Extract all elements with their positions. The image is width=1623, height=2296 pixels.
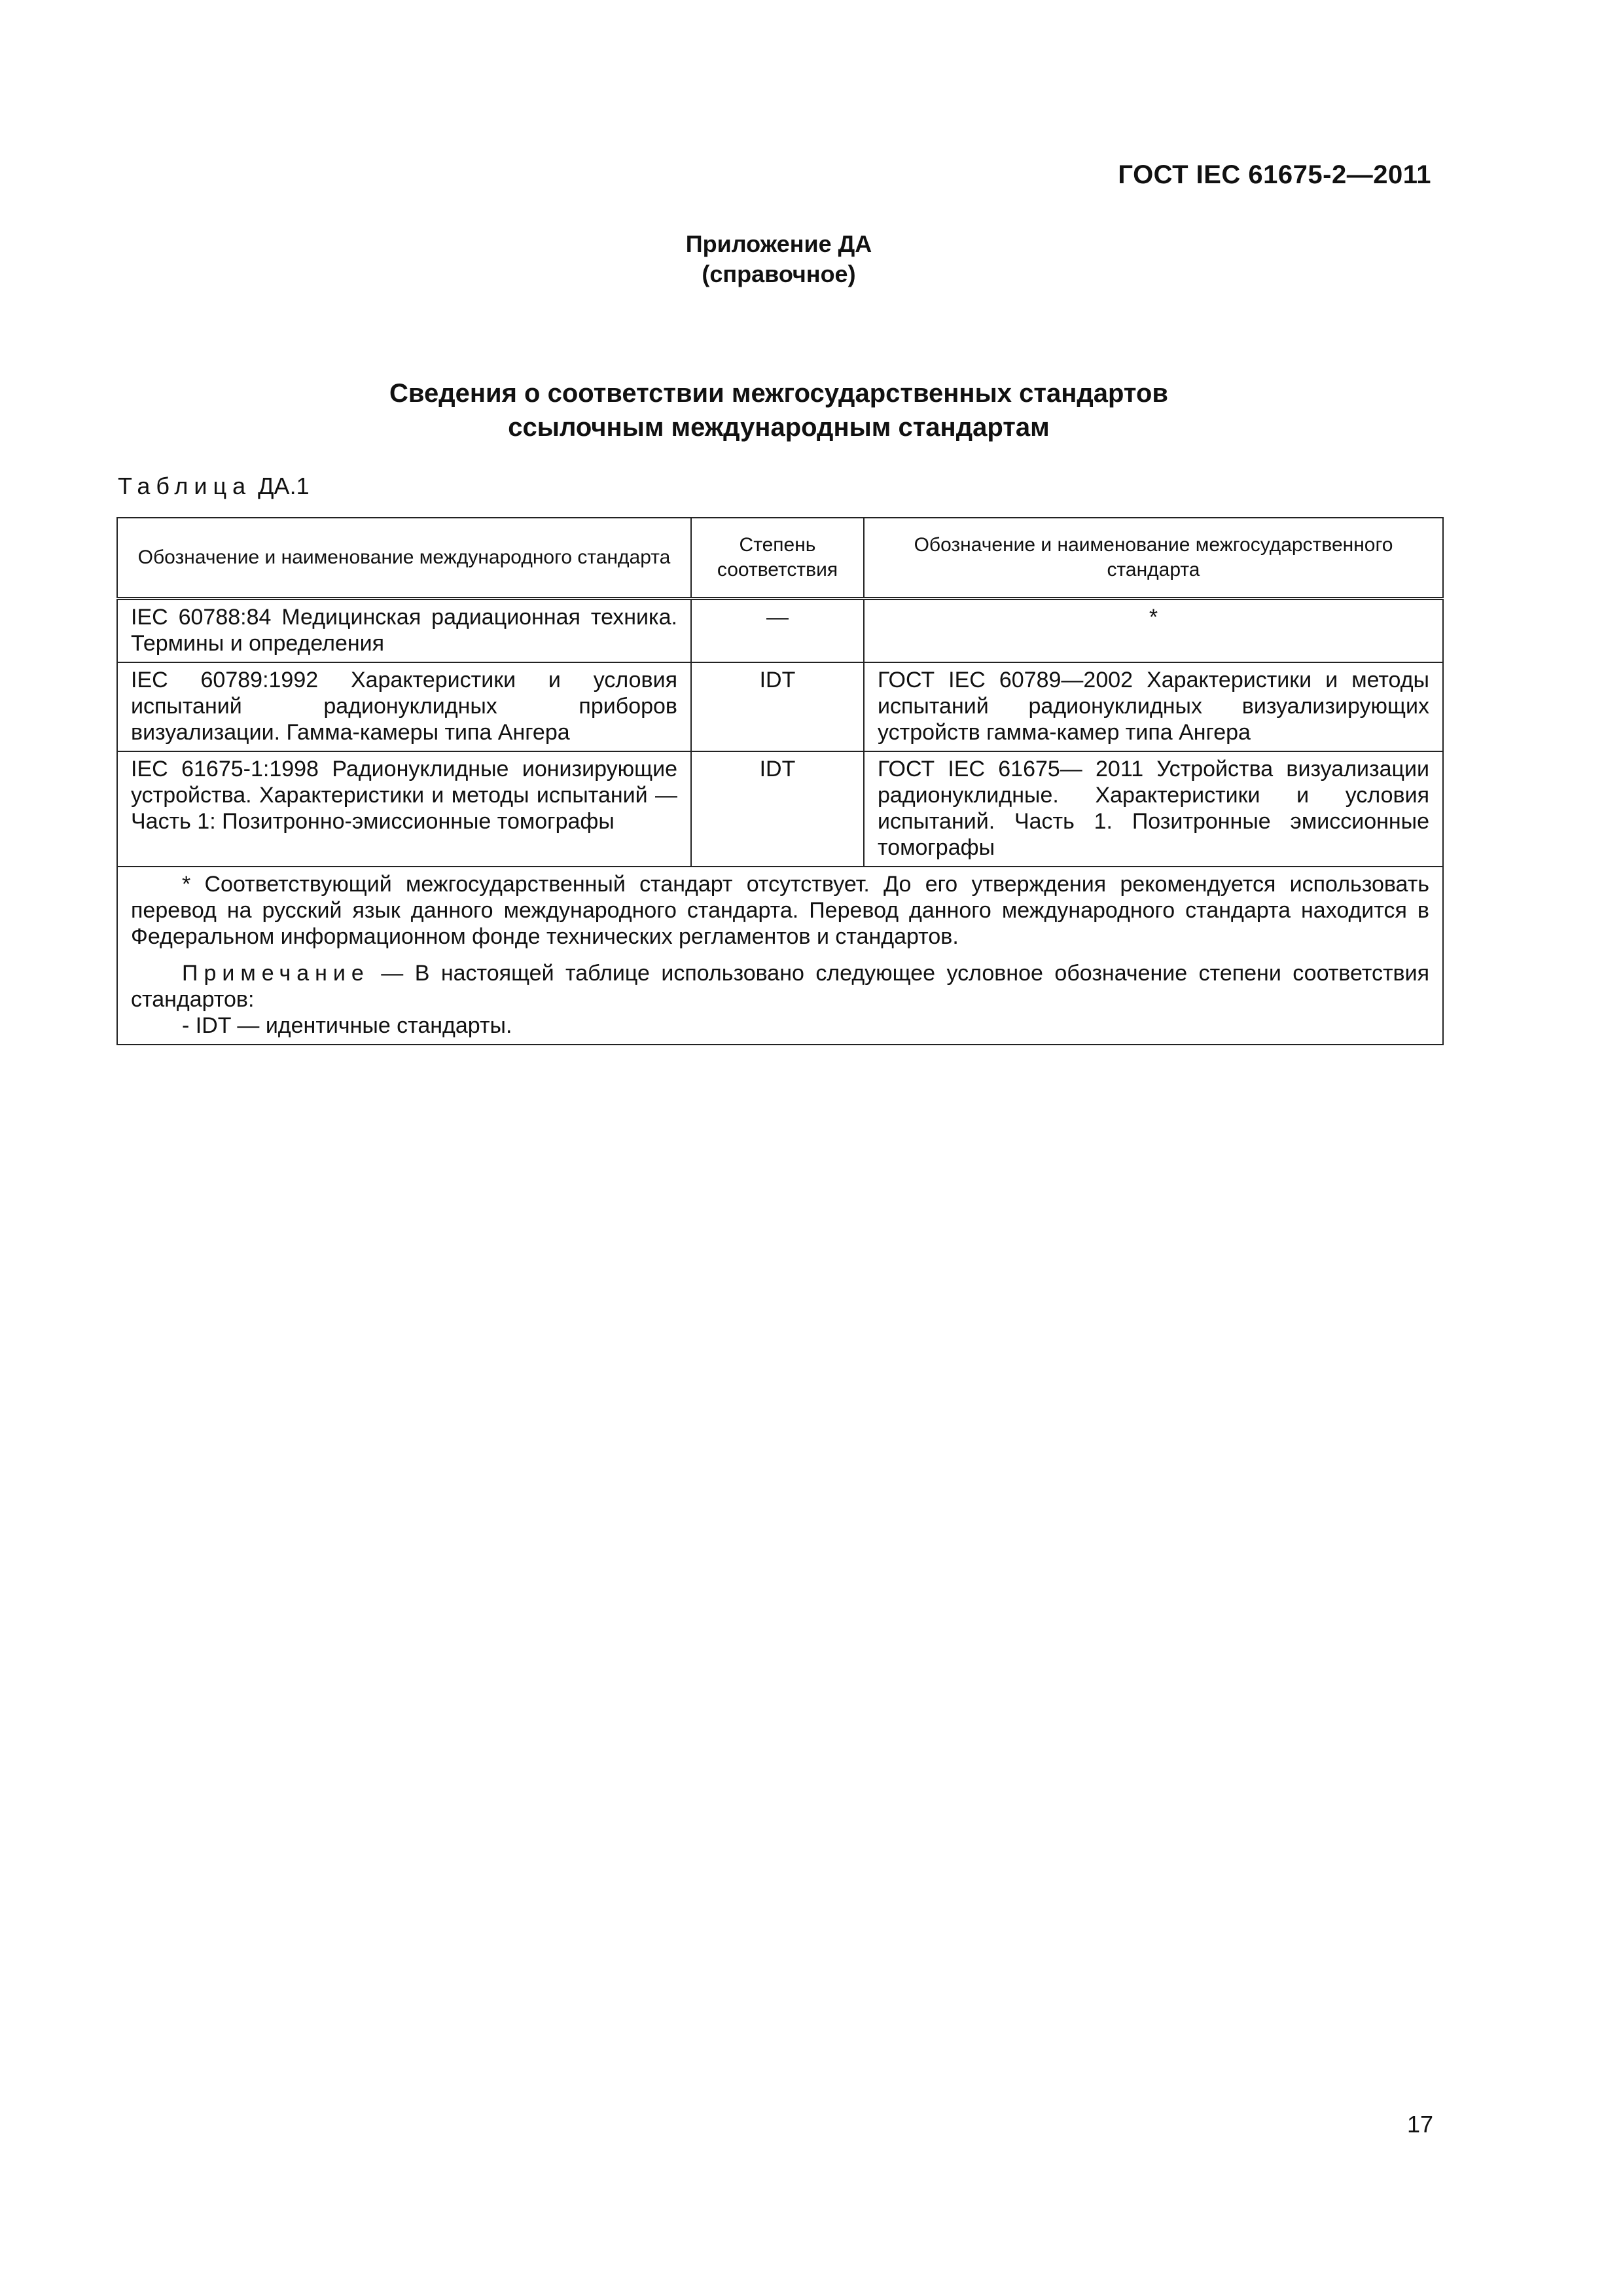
- header-interstate-standard: Обозначение и наименование межгосударственного стандарта: [864, 518, 1443, 599]
- table-footnote-row: [117, 867, 1443, 1045]
- appendix-heading: [0, 229, 1558, 289]
- table-header-row: [117, 518, 1443, 599]
- table-caption-number: ДА.1: [258, 473, 310, 499]
- cell-degree: IDT: [691, 662, 864, 751]
- table-note-item: - IDT — идентичные стандарты.: [182, 1013, 512, 1038]
- cell-international-standard: IEC 60788:84 Медицинская радиационная техника. Термины и определения: [117, 599, 691, 663]
- table-caption: [118, 473, 310, 500]
- table-caption-label: Таблица: [118, 473, 252, 499]
- appendix-label: Приложение ДА: [685, 230, 872, 257]
- cell-degree: —: [691, 599, 864, 663]
- page-title-line-2: ссылочным международным стандартам: [508, 413, 1050, 442]
- standards-correspondence-table: [116, 517, 1444, 1045]
- table-note-label: Примечание: [182, 961, 370, 986]
- table-note: [131, 960, 1429, 1013]
- header-international-standard: Обозначение и наименование международного стандарта: [117, 518, 691, 599]
- cell-international-standard: IEC 61675-1:1998 Радионуклидные ионизирующие устройства. Характеристики и методы испытаний — Часть 1: Позитронно-эмиссионные томографы: [117, 751, 691, 867]
- table-footnote: * Соответствующий межгосударственный стандарт отсутствует. До его утверждения рекомендуется использовать перевод на русский язык данного международного стандарта. Перевод данного международного стандарта находится в Федеральном информационном фонде технических регламентов и стандартов.: [131, 872, 1429, 949]
- cell-interstate-standard: *: [864, 599, 1443, 663]
- table-row: [117, 662, 1443, 751]
- table-footnote-cell: [117, 867, 1443, 1045]
- page-number: 17: [1406, 2111, 1433, 2138]
- appendix-type: (справочное): [702, 260, 856, 287]
- cell-degree: IDT: [691, 751, 864, 867]
- header-degree-of-correspondence: Степень соответствия: [691, 518, 864, 599]
- page-title: [0, 376, 1558, 444]
- cell-interstate-standard: ГОСТ IEC 60789—2002 Характеристики и методы испытаний радионуклидных визуализирующих устройств гамма-камер типа Ангера: [864, 662, 1443, 751]
- table-row: [117, 599, 1443, 663]
- page-title-line-1: Сведения о соответствии межгосударственных стандартов: [389, 379, 1168, 408]
- cell-international-standard: IEC 60789:1992 Характеристики и условия испытаний радионуклидных приборов визуализации. Гамма-камеры типа Ангера: [117, 662, 691, 751]
- document-code: ГОСТ IEC 61675-2—2011: [1118, 160, 1431, 189]
- table-row: [117, 751, 1443, 867]
- table-note-text: — В настоящей таблице использовано следующее условное обозначение степени соответствия стандартов:: [131, 961, 1429, 1012]
- cell-interstate-standard: ГОСТ IEC 61675— 2011 Устройства визуализации радионуклидные. Характеристики и условия испытаний. Часть 1. Позитронные эмиссионные томографы: [864, 751, 1443, 867]
